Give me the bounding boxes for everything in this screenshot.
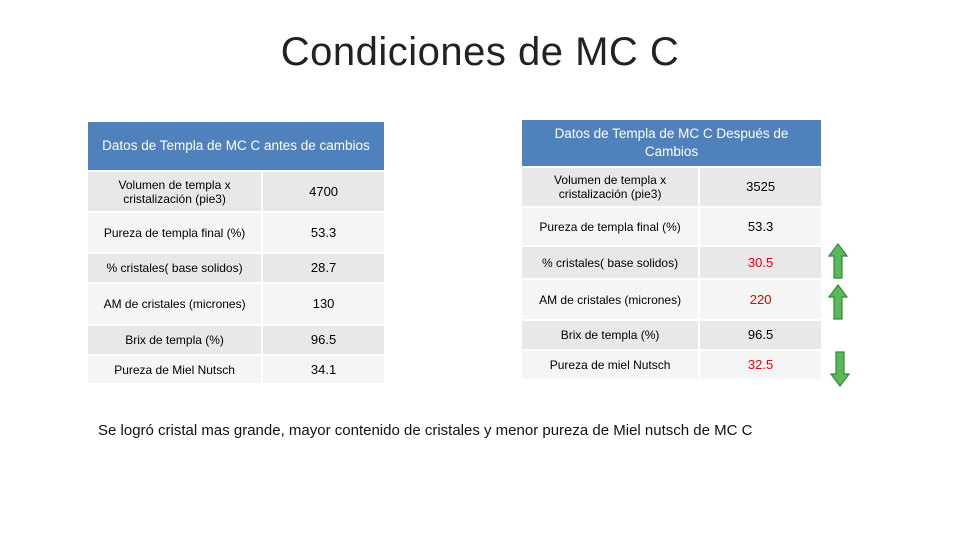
row-label-brix: Brix de templa (%) (88, 326, 261, 354)
table-after-changes (520, 118, 823, 381)
row-value-brix: 96.5 (700, 321, 821, 349)
row-value-pureza-miel: 32.5 (700, 351, 821, 379)
row-value-brix: 96.5 (263, 326, 384, 354)
row-value-volumen: 4700 (263, 172, 384, 211)
slide-title: Condiciones de MC C (280, 30, 680, 74)
row-label-pureza-miel: Pureza de Miel Nutsch (88, 356, 261, 383)
row-label-volumen: Volumen de templa x cristalización (pie3) (522, 168, 698, 206)
row-value-cristales: 28.7 (263, 254, 384, 282)
row-label-brix: Brix de templa (%) (522, 321, 698, 349)
green-up-arrow-icon (828, 284, 848, 320)
row-label-am-cristales: AM de cristales (micrones) (522, 280, 698, 319)
row-label-am-cristales: AM de cristales (micrones) (88, 284, 261, 324)
row-label-pureza-templa: Pureza de templa final (%) (522, 208, 698, 245)
row-value-pureza-templa: 53.3 (263, 213, 384, 252)
conclusion-text: Se logró cristal mas grande, mayor contenido de cristales y menor pureza de Miel nutsch de MC C (98, 422, 753, 439)
row-value-volumen: 3525 (700, 168, 821, 206)
table-after-header: Datos de Templa de MC C Después de Cambios (522, 120, 821, 166)
row-value-pureza-miel: 34.1 (263, 356, 384, 383)
row-label-cristales: % cristales( base solidos) (88, 254, 261, 282)
row-value-pureza-templa: 53.3 (700, 208, 821, 245)
table-before-changes (86, 120, 386, 385)
row-value-am-cristales: 220 (700, 280, 821, 319)
row-label-volumen: Volumen de templa x cristalización (pie3) (88, 172, 261, 211)
row-value-am-cristales: 130 (263, 284, 384, 324)
row-label-cristales: % cristales( base solidos) (522, 247, 698, 278)
table-before-header: Datos de Templa de MC C antes de cambios (88, 122, 384, 170)
row-value-cristales: 30.5 (700, 247, 821, 278)
row-label-pureza-templa: Pureza de templa final (%) (88, 213, 261, 252)
green-down-arrow-icon (830, 351, 850, 387)
row-label-pureza-miel: Pureza de miel Nutsch (522, 351, 698, 379)
green-up-arrow-icon (828, 243, 848, 279)
